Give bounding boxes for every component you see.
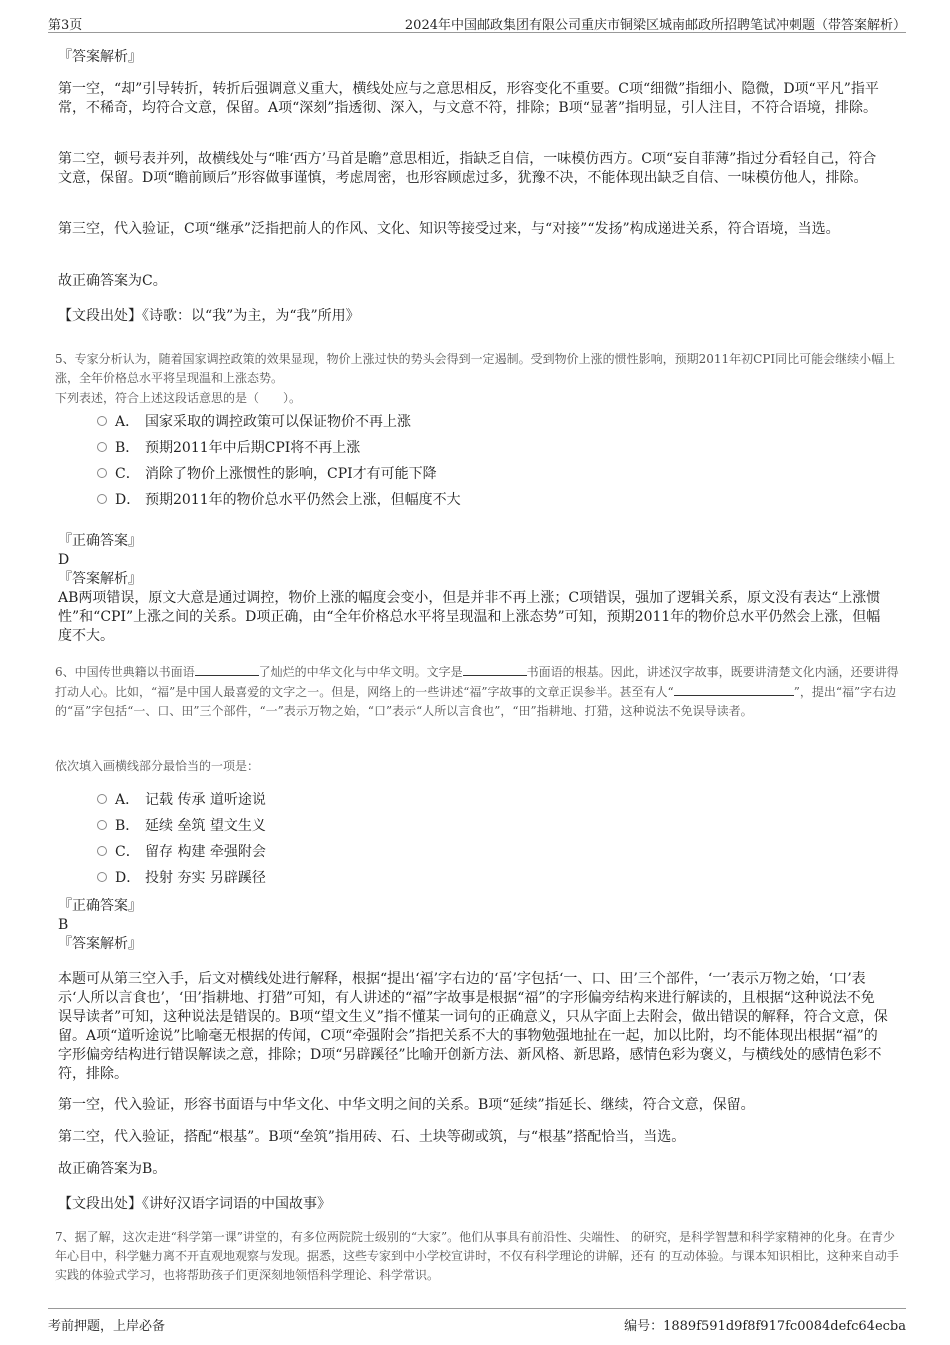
q6-option-a[interactable]: A． 记载 传承 道听途说 bbox=[97, 790, 266, 810]
q7-stem: 7、据了解，这次走进“科学第一课”讲堂的，有多位两院院士级别的“大家”。他们从事具有前沿性、尖端性、 的研究，是科学智慧和科学家精神的化身。在青少年心目中，科学魅力离不开直观地观察与发现。据悉，这些专家到中小学校宣讲时，不仅有科学理论的讲解，还有 的互动体验。与课本知识相比，这种来自动手实践的体验式学习，也将帮助孩子们更深刻地领悟科学理论、科学常识。 bbox=[55, 1230, 899, 1282]
q4-analysis-p2: 第二空，顿号表并列，故横线处与“唯‘西方’马首是瞻”意思相近，指缺乏自信，一味模仿西方。C项“妄自菲薄”指过分看轻自己，符合文意，保留。D项“瞻前顾后”形容做事谨慎，考虑周密，也形容顾虑过多，犹豫不决，不能体现出缺乏自信、一味模仿他人，排除。 bbox=[58, 151, 877, 186]
q6-analysis-p2: 第一空，代入验证，形容书面语与中华文化、中华文明之间的关系。B项“延续”指延长、继续，符合文意，保留。 bbox=[58, 1097, 755, 1113]
q6-analysis-p1: 本题可从第三空入手，后文对横线处进行解释，根据“提出‘福’字右边的‘畐’字包括‘一、口、田’三个部件，‘一’表示万物之始，‘口’表示‘人所以言食也’，‘田’指耕地、打猎”可知，有人讲述的“福”字故事是根据“福”的字形偏旁结构来进行解读的，且根据“这种说法不免误导读者”可知，这种说法是错误的。B项“望文生义”指不懂某一词句的正确意义，只从字面上去附会，做出错误的解释，符合文意，保留。A项“道听途说”比喻毫无根据的传闻，C项“牵强附会”指把关系不大的事物勉强地扯在一起，加以比附，均不能体现出根据“福”的字形偏旁结构进行错误解读之意，排除；D项“另辟蹊径”比喻开创新方法、新风格、新思路，感情色彩为褒义，与横线处的感情色彩不符，排除。 bbox=[58, 971, 888, 1082]
q6-answer: 故正确答案为B。 bbox=[58, 1161, 167, 1177]
q6-analysis-p3: 第二空，代入验证，搭配“根基”。B项“垒筑”指用砖、石、土块等砌或筑，与“根基”搭配恰当，当选。 bbox=[58, 1129, 686, 1145]
radio-icon[interactable] bbox=[97, 416, 107, 426]
q5-option-d[interactable]: D． 预期2011年的物价总水平仍然会上涨，但幅度不大 bbox=[97, 490, 461, 510]
q5-correct-answer: D bbox=[58, 552, 70, 568]
radio-icon[interactable] bbox=[97, 494, 107, 504]
q6-stem: 6、中国传世典籍以书面语 了灿烂的中华文化与中华文明。文字是 书面语的根基。因此，讲述汉字故事，既要讲清楚文化内涵，还要讲得打动人心。比如，“福”是中国人最喜爱的文字之一。但是，网络上的一些讲述“福”字故事的文章正误参半。甚至有人“ ”，提出“福”字右边的“畐”字包括“一、口、田”三个部件，“一”表示万物之始，“口”表示“人所以言食也”，“田”指耕地、打猎，这种说法不免误导读者。 bbox=[55, 662, 903, 721]
blank-2[interactable] bbox=[463, 662, 527, 676]
q5-option-a[interactable]: A． 国家采取的调控政策可以保证物价不再上涨 bbox=[97, 412, 411, 432]
q5-analysis-label: 『答案解析』 bbox=[58, 571, 142, 587]
q5-question: 下列表述，符合上述这段话意思的是（ ）。 bbox=[55, 391, 302, 405]
q4-answer: 故正确答案为C。 bbox=[58, 273, 167, 289]
q4-analysis-p3: 第三空，代入验证，C项“继承”泛指把前人的作风、文化、知识等接受过来，与“对接”“发扬”构成递进关系，符合语境，当选。 bbox=[58, 221, 840, 237]
q5-option-b[interactable]: B． 预期2011年中后期CPI将不再上涨 bbox=[97, 438, 360, 458]
page-footer bbox=[48, 1308, 906, 1334]
q5-stem: 5、专家分析认为，随着国家调控政策的效果显现，物价上涨过快的势头会得到一定遏制。受到物价上涨的惯性影响，预期2011年初CPI同比可能会继续小幅上涨，全年价格总水平将呈现温和上涨态势。 bbox=[55, 352, 896, 385]
q5-correct-label: 『正确答案』 bbox=[58, 533, 142, 549]
blank-3[interactable] bbox=[674, 682, 794, 696]
radio-icon[interactable] bbox=[97, 846, 107, 856]
q6-question: 依次填入画横线部分最恰当的一项是： bbox=[55, 759, 260, 773]
q4-source: 【文段出处】《诗歌：以“我”为主，为“我”所用》 bbox=[58, 308, 360, 324]
q6-option-b[interactable]: B． 延续 垒筑 望文生义 bbox=[97, 816, 266, 836]
q6-option-d[interactable]: D． 投射 夯实 另辟蹊径 bbox=[97, 868, 266, 888]
q4-analysis-label: 『答案解析』 bbox=[58, 49, 142, 65]
page-number: 第3页 bbox=[48, 18, 83, 33]
q6-option-c[interactable]: C． 留存 构建 牵强附会 bbox=[97, 842, 266, 862]
radio-icon[interactable] bbox=[97, 820, 107, 830]
radio-icon[interactable] bbox=[97, 872, 107, 882]
q6-correct-label: 『正确答案』 bbox=[58, 898, 142, 914]
document-title: 2024年中国邮政集团有限公司重庆市铜梁区城南邮政所招聘笔试冲刺题（带答案解析） bbox=[404, 18, 906, 33]
radio-icon[interactable] bbox=[97, 794, 107, 804]
q6-analysis-label: 『答案解析』 bbox=[58, 936, 142, 952]
q5-analysis: AB两项错误，原文大意是通过调控，物价上涨的幅度会变小，但是并非不再上涨；C项错误，强加了逻辑关系，原文没有表达“上涨惯性”和“CPI”上涨之间的关系。D项正确，由“全年价格总水平将呈现温和上涨态势”可知，预期2011年的物价总水平仍然会上涨，但幅度不大。 bbox=[58, 590, 881, 644]
q4-analysis-p1: 第一空，“却”引导转折，转折后强调意义重大，横线处应与之意思相反，形容变化不重要。C项“细微”指细小、隐微，D项“平凡”指平常，不稀奇，均符合文意，保留。A项“深刻”指透彻、深入，与文意不符，排除；B项“显著”指明显，引人注目，不符合语境，排除。 bbox=[58, 81, 879, 116]
page-header bbox=[48, 12, 906, 33]
q6-source: 【文段出处】《讲好汉语字词语的中国故事》 bbox=[58, 1196, 331, 1212]
footer-slogan: 考前押题，上岸必备 bbox=[48, 1319, 166, 1334]
blank-1[interactable] bbox=[195, 662, 259, 676]
q5-option-c[interactable]: C． 消除了物价上涨惯性的影响，CPI才有可能下降 bbox=[97, 464, 437, 484]
radio-icon[interactable] bbox=[97, 468, 107, 478]
radio-icon[interactable] bbox=[97, 442, 107, 452]
q6-correct-answer: B bbox=[58, 917, 69, 933]
document-id: 编号：1889f591d9f8f917fc0084defc64ecba bbox=[624, 1319, 906, 1334]
